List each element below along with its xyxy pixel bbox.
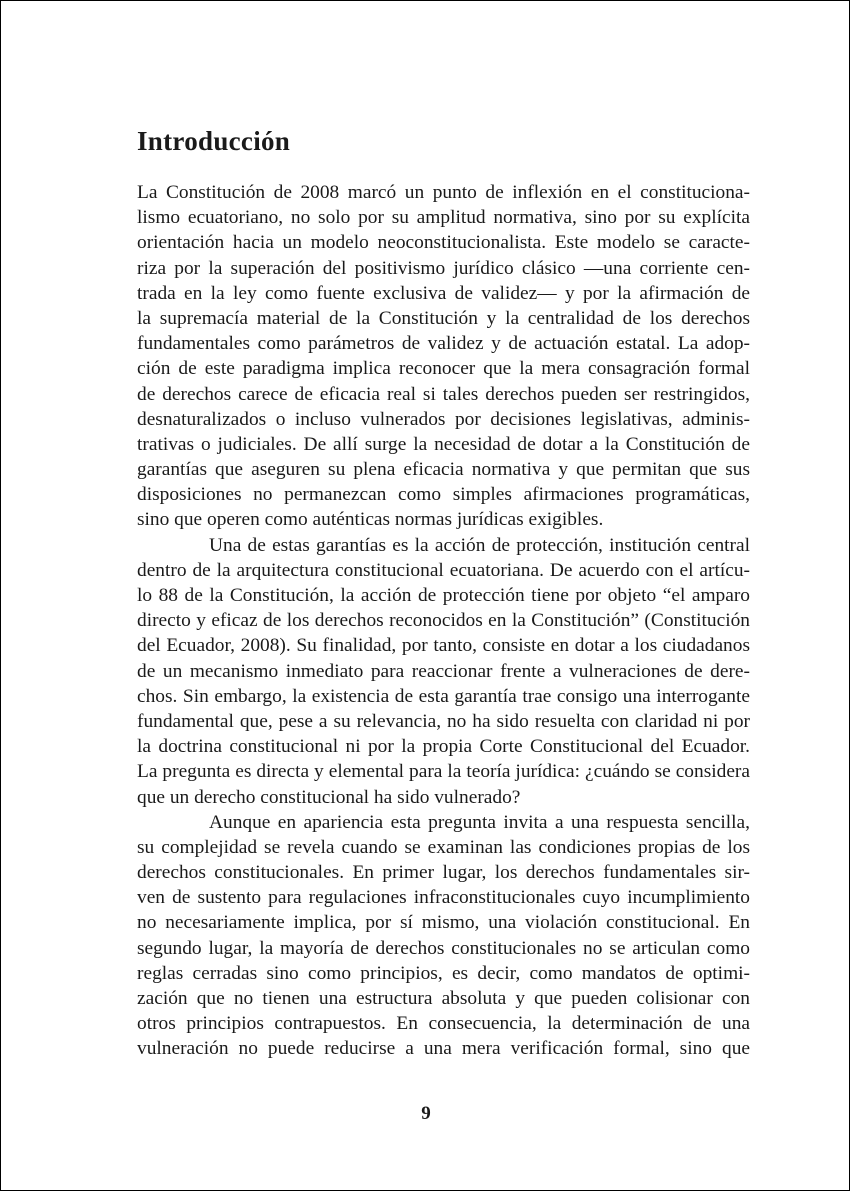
text-line: que un derecho constitucional ha sido vulnerado? bbox=[137, 786, 521, 808]
text-line: derechos constitucionales. En primer lugar, los derechos fundamentales sir- bbox=[137, 862, 750, 884]
text-line: segundo lugar, la mayoría de derechos constitucionales no se articulan como bbox=[137, 937, 750, 959]
body-text bbox=[137, 180, 750, 1062]
text-line: la doctrina constitucional ni por la propia Corte Constitucional del Ecuador. bbox=[137, 736, 750, 758]
text-line: vulneración no puede reducirse a una mera verificación formal, sino que bbox=[137, 1038, 750, 1060]
text-line: fundamentales como parámetros de validez y de actuación estatal. La adop- bbox=[137, 333, 750, 355]
text-line: chos. Sin embargo, la existencia de esta garantía trae consigo una interrogante bbox=[137, 685, 750, 707]
text-line: de derechos carece de eficacia real si tales derechos pueden ser restringidos, bbox=[137, 383, 750, 405]
text-line: dentro de la arquitectura constitucional ecuatoriana. De acuerdo con el artícu- bbox=[137, 559, 750, 581]
page-number: 9 bbox=[421, 1103, 431, 1124]
text-line: fundamental que, pese a su relevancia, no ha sido resuelta con claridad ni por bbox=[137, 710, 750, 732]
text-line: ven de sustento para regulaciones infraconstitucionales cuyo incumplimiento bbox=[137, 887, 750, 909]
text-line: trada en la ley como fuente exclusiva de validez— y por la afirmación de bbox=[137, 282, 750, 304]
text-line: orientación hacia un modelo neoconstitucionalista. Este modelo se caracte- bbox=[137, 232, 750, 254]
text-line: La Constitución de 2008 marcó un punto de inflexión en el constituciona- bbox=[137, 182, 750, 203]
paragraph-3 bbox=[137, 810, 750, 1062]
text-line: Una de estas garantías es la acción de protección, institución central bbox=[209, 534, 750, 556]
text-line: otros principios contrapuestos. En consecuencia, la determinación de una bbox=[137, 1013, 750, 1035]
text-line: del Ecuador, 2008). Su finalidad, por tanto, consiste en dotar a los ciudadanos bbox=[137, 635, 750, 657]
text-line: sino que operen como auténticas normas jurídicas exigibles. bbox=[137, 509, 604, 531]
text-line: trativas o judiciales. De allí surge la necesidad de dotar a la Constitución de bbox=[137, 433, 750, 455]
text-line: garantías que aseguren su plena eficacia normativa y que permitan que sus bbox=[137, 459, 750, 481]
text-line: su complejidad se revela cuando se examinan las condiciones propias de los bbox=[137, 836, 750, 858]
paragraph-1 bbox=[137, 180, 750, 533]
text-line: lo 88 de la Constitución, la acción de protección tiene por objeto “el amparo bbox=[137, 585, 750, 606]
chapter-title: Introducción bbox=[137, 126, 291, 156]
text-line: no necesariamente implica, por sí mismo, una violación constitucional. En bbox=[137, 912, 750, 934]
text-line: desnaturalizados o incluso vulnerados por decisiones legislativas, adminis- bbox=[137, 408, 750, 430]
text-line: zación que no tienen una estructura absoluta y que pueden colisionar con bbox=[137, 988, 750, 1009]
text-line: directo y eficaz de los derechos reconocidos en la Constitución” (Constitución bbox=[137, 610, 750, 632]
text-line: disposiciones no permanezcan como simples afirmaciones programáticas, bbox=[137, 484, 750, 506]
text-line: reglas cerradas sino como principios, es decir, como mandatos de optimi- bbox=[137, 962, 750, 984]
text-line: La pregunta es directa y elemental para la teoría jurídica: ¿cuándo se considera bbox=[137, 761, 750, 783]
text-line: de un mecanismo inmediato para reaccionar frente a vulneraciones de dere- bbox=[137, 660, 750, 682]
text-line: riza por la superación del positivismo jurídico clásico —una corriente cen- bbox=[137, 257, 750, 279]
text-line: lismo ecuatoriano, no solo por su amplitud normativa, sino por su explícita bbox=[137, 207, 750, 229]
text-line: ción de este paradigma implica reconocer que la mera consagración formal bbox=[137, 358, 750, 380]
text-line: la supremacía material de la Constitución y la centralidad de los derechos bbox=[137, 307, 750, 329]
paragraph-2 bbox=[137, 533, 750, 810]
text-line: Aunque en apariencia esta pregunta invita a una respuesta sencilla, bbox=[209, 811, 750, 833]
